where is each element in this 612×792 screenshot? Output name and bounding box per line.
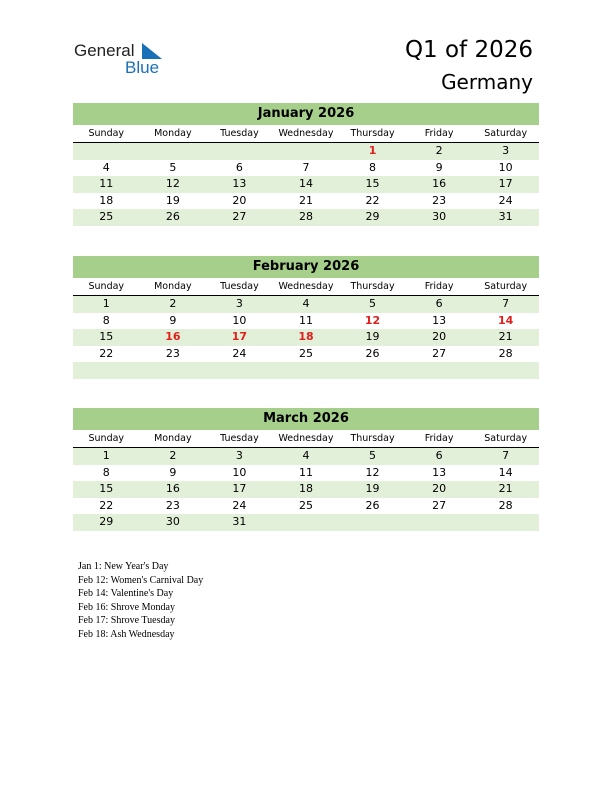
weekday-header-row	[73, 278, 539, 296]
weekday-label: Friday	[424, 128, 454, 139]
day-cell: 3	[235, 449, 243, 462]
day-cell: 24	[232, 346, 247, 360]
day-cell: 5	[369, 297, 377, 310]
week-row	[73, 313, 539, 330]
day-cell: 18	[99, 193, 114, 207]
day-cell: 12	[364, 313, 381, 327]
day-cell: 10	[232, 465, 247, 479]
day-cell: 16	[165, 330, 181, 343]
week-row	[73, 329, 539, 346]
day-cell: 18	[298, 330, 314, 343]
week-row	[73, 481, 539, 498]
weekday-label: Monday	[154, 433, 192, 444]
empty-day-cell	[406, 514, 473, 531]
day-cell: 17	[232, 482, 247, 495]
day-cell: 31	[232, 515, 247, 528]
day-cell: 7	[502, 449, 510, 462]
day-cell: 12	[365, 465, 380, 479]
week-row	[73, 296, 539, 313]
empty-day-cell	[73, 143, 140, 160]
week-row	[73, 209, 539, 226]
day-cell: 17	[498, 177, 513, 190]
logo-blue-text: Blue	[125, 58, 160, 77]
month-calendar-february	[73, 256, 539, 379]
weekday-label: Sunday	[88, 433, 125, 444]
day-cell: 10	[498, 160, 513, 174]
day-cell: 16	[432, 177, 447, 190]
week-row	[73, 346, 539, 363]
day-cell: 29	[99, 515, 114, 528]
month-calendar-march	[73, 408, 539, 531]
day-cell: 21	[498, 482, 513, 495]
day-cell: 26	[365, 498, 380, 512]
weekday-label: Friday	[424, 433, 454, 444]
empty-day-cell	[140, 362, 207, 379]
generalblue-logo	[74, 41, 174, 77]
day-cell: 25	[298, 346, 313, 360]
day-cell: 1	[102, 449, 110, 462]
empty-day-cell	[273, 362, 340, 379]
day-cell: 9	[169, 465, 177, 479]
day-cell: 24	[498, 193, 513, 207]
day-cell: 17	[231, 330, 248, 343]
day-cell: 18	[298, 482, 313, 495]
month-calendar-january	[73, 103, 539, 226]
empty-day-cell	[206, 362, 273, 379]
day-cell: 11	[99, 177, 114, 190]
empty-day-cell	[406, 362, 473, 379]
day-cell: 12	[165, 177, 180, 190]
day-cell: 5	[369, 449, 377, 462]
weekday-label: Monday	[154, 128, 192, 139]
holiday-item: Feb 18: Ash Wednesday	[78, 628, 175, 640]
day-cell: 7	[502, 297, 510, 310]
week-row	[73, 498, 539, 515]
day-cell: 15	[365, 177, 380, 190]
weekday-label: Saturday	[484, 433, 528, 444]
day-cell: 2	[169, 449, 177, 462]
empty-day-cell	[339, 514, 406, 531]
weeks-container	[73, 296, 539, 379]
day-cell: 14	[298, 177, 313, 190]
day-cell: 14	[498, 313, 514, 327]
week-row	[73, 448, 539, 465]
day-cell: 8	[102, 465, 110, 479]
day-cell: 11	[298, 465, 313, 479]
day-cell: 15	[99, 482, 114, 495]
weekday-label: Monday	[154, 281, 192, 292]
day-cell: 4	[302, 297, 310, 310]
day-cell: 5	[169, 160, 177, 174]
month-header: February 2026	[73, 256, 539, 278]
day-cell: 3	[235, 297, 243, 310]
day-cell: 23	[165, 498, 180, 512]
weekday-header-row	[73, 430, 539, 448]
empty-day-cell	[140, 143, 207, 160]
day-cell: 21	[298, 193, 313, 207]
weekday-label: Saturday	[484, 281, 528, 292]
country-label: Germany	[441, 70, 533, 94]
weeks-container	[73, 143, 539, 226]
holiday-item: Feb 14: Valentine's Day	[78, 588, 174, 600]
weekday-label: Tuesday	[220, 281, 259, 292]
day-cell: 11	[298, 313, 313, 327]
day-cell: 21	[498, 330, 513, 343]
week-row	[73, 362, 539, 379]
weekday-label: Wednesday	[278, 433, 334, 444]
day-cell: 19	[365, 330, 380, 343]
weekday-label: Friday	[424, 281, 454, 292]
day-cell: 19	[365, 482, 380, 495]
day-cell: 31	[498, 210, 513, 223]
weekday-label: Thursday	[350, 128, 395, 139]
day-cell: 4	[302, 449, 310, 462]
weekday-label: Tuesday	[220, 128, 259, 139]
day-cell: 13	[432, 465, 447, 479]
weekday-label: Sunday	[88, 281, 125, 292]
day-cell: 3	[502, 144, 510, 157]
holiday-item: Feb 16: Shrove Monday	[78, 601, 175, 613]
day-cell: 2	[169, 297, 177, 310]
weekday-label: Thursday	[350, 281, 395, 292]
day-cell: 22	[99, 498, 114, 512]
logo-flag-icon	[142, 43, 164, 59]
empty-day-cell	[339, 362, 406, 379]
day-cell: 25	[298, 498, 313, 512]
day-cell: 10	[232, 313, 247, 327]
week-row	[73, 176, 539, 193]
day-cell: 9	[169, 313, 177, 327]
day-cell: 13	[432, 313, 447, 327]
weekday-header-row	[73, 125, 539, 143]
day-cell: 30	[432, 210, 447, 223]
day-cell: 19	[165, 193, 180, 207]
empty-day-cell	[273, 143, 340, 160]
day-cell: 28	[498, 498, 513, 512]
page-title: Q1 of 2026	[404, 37, 533, 63]
day-cell: 9	[435, 160, 443, 174]
holiday-item: Feb 12: Women's Carnival Day	[78, 574, 204, 586]
week-row	[73, 465, 539, 482]
day-cell: 25	[99, 210, 114, 223]
holiday-item: Jan 1: New Year's Day	[78, 561, 169, 572]
weekday-label: Saturday	[484, 128, 528, 139]
day-cell: 20	[432, 330, 447, 343]
weekday-label: Tuesday	[220, 433, 259, 444]
week-row	[73, 160, 539, 177]
day-cell: 23	[432, 193, 447, 207]
empty-day-cell	[472, 514, 539, 531]
day-cell: 16	[165, 482, 180, 495]
day-cell: 13	[232, 177, 247, 190]
day-cell: 20	[232, 193, 247, 207]
weekday-label: Sunday	[88, 128, 125, 139]
day-cell: 24	[232, 498, 247, 512]
empty-day-cell	[472, 362, 539, 379]
day-cell: 1	[102, 297, 110, 310]
holiday-list	[78, 560, 203, 642]
day-cell: 29	[365, 210, 380, 223]
day-cell: 26	[365, 346, 380, 360]
day-cell: 27	[432, 498, 447, 512]
day-cell: 28	[298, 210, 313, 223]
day-cell: 22	[99, 346, 114, 360]
day-cell: 28	[498, 346, 513, 360]
day-cell: 7	[302, 160, 310, 174]
week-row	[73, 514, 539, 531]
day-cell: 26	[165, 210, 180, 223]
day-cell: 6	[435, 449, 443, 462]
month-header: January 2026	[73, 103, 539, 125]
logo-general-text: General	[74, 41, 135, 60]
day-cell: 8	[369, 160, 377, 174]
day-cell: 30	[165, 515, 180, 528]
empty-day-cell	[273, 514, 340, 531]
weekday-label: Thursday	[350, 433, 395, 444]
holiday-item: Feb 17: Shrove Tuesday	[78, 615, 175, 627]
day-cell: 6	[435, 297, 443, 310]
day-cell: 23	[165, 346, 180, 360]
week-row	[73, 193, 539, 210]
month-header: March 2026	[73, 408, 539, 430]
day-cell: 27	[432, 346, 447, 360]
day-cell: 20	[432, 482, 447, 495]
empty-day-cell	[206, 143, 273, 160]
day-cell: 27	[232, 210, 247, 223]
day-cell: 22	[365, 193, 380, 207]
empty-day-cell	[73, 362, 140, 379]
day-cell: 14	[498, 465, 513, 479]
day-cell: 15	[99, 330, 114, 343]
day-cell: 6	[235, 160, 243, 174]
day-cell: 2	[435, 144, 443, 157]
day-cell: 4	[102, 160, 110, 174]
day-cell: 8	[102, 313, 110, 327]
weekday-label: Wednesday	[278, 128, 334, 139]
week-row	[73, 143, 539, 160]
weeks-container	[73, 448, 539, 531]
day-cell: 1	[368, 144, 377, 157]
weekday-label: Wednesday	[278, 281, 334, 292]
